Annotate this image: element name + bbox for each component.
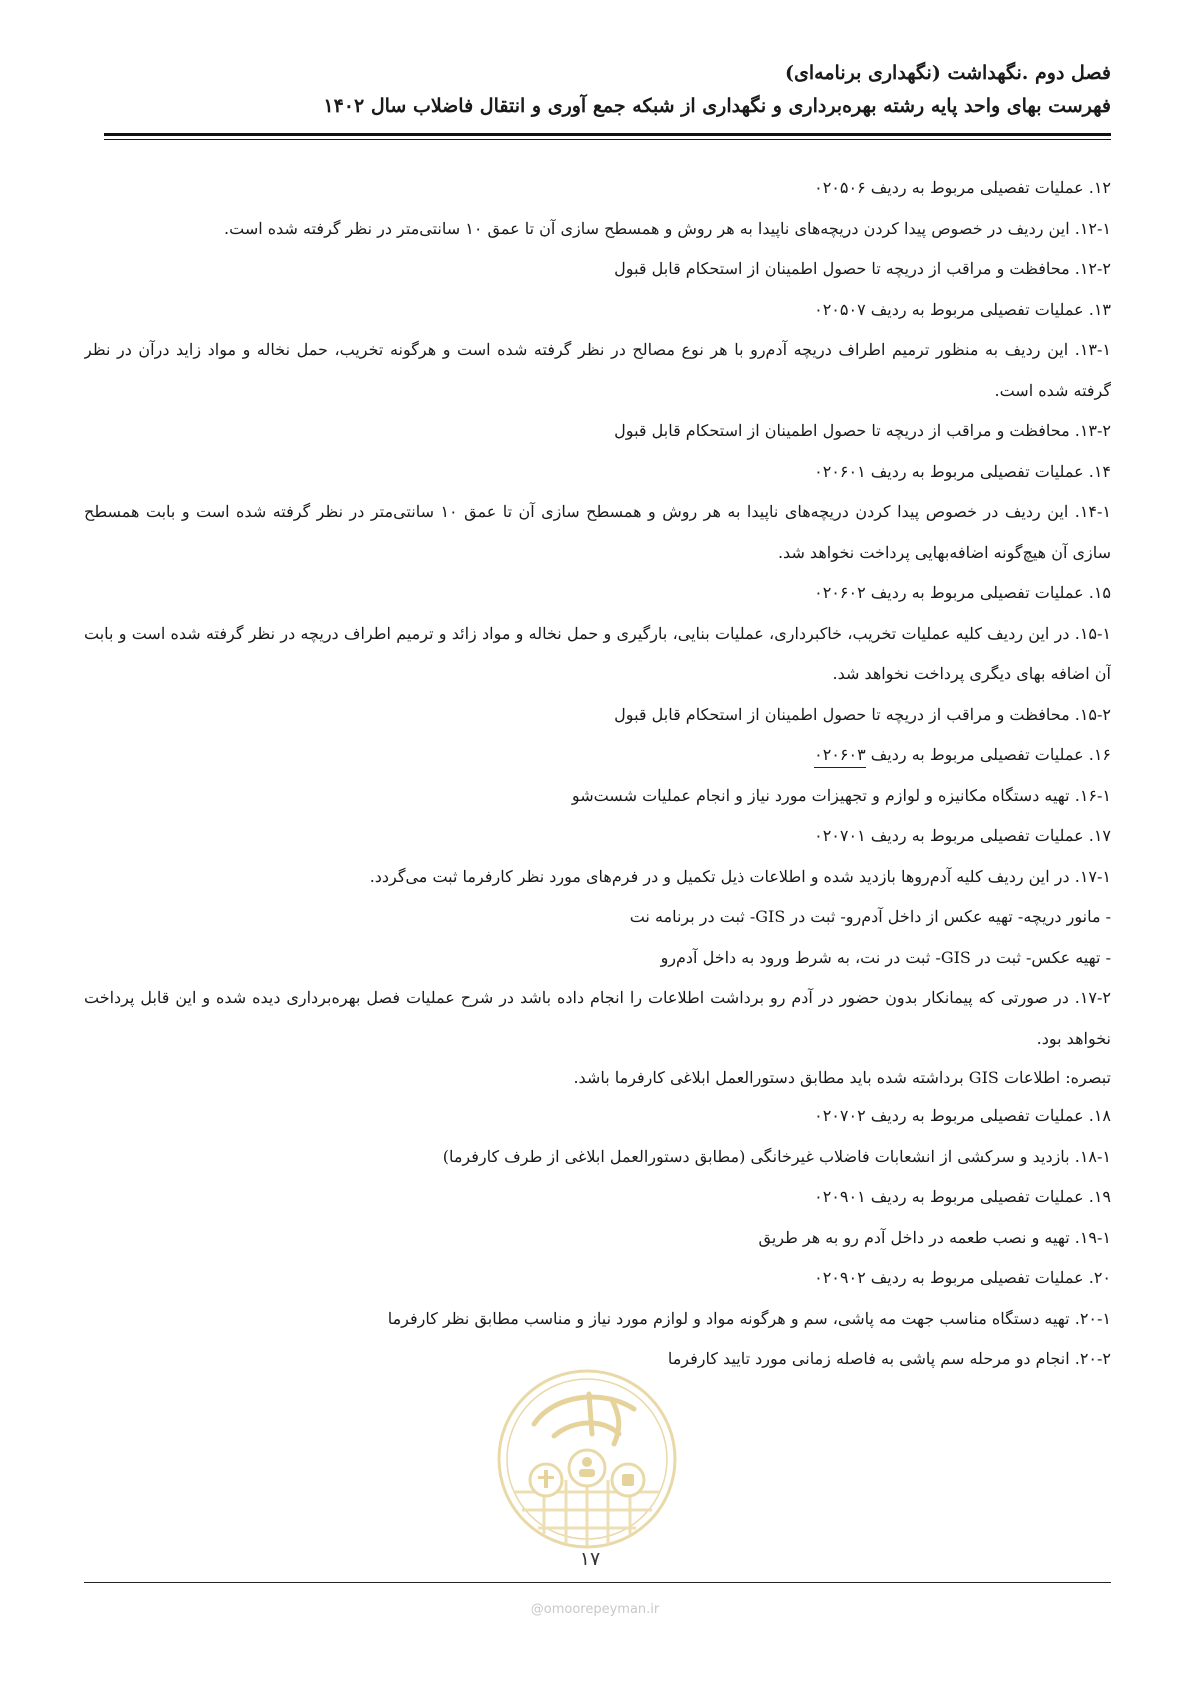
item-heading-label: ۱۶. عملیات تفصیلی مربوط به ردیف bbox=[865, 745, 1111, 764]
document-subtitle: فهرست بهای واحد پایه رشته بهره‌برداری و نگهداری از شبکه جمع آوری و انتقال فاضلاب سال ۱۴۰۲ bbox=[323, 95, 1111, 117]
page-header bbox=[100, 58, 1111, 122]
item-paragraph: ۱۷-۱. در این ردیف کلیه آدم‌روها بازدید شده و اطلاعات ذیل تکمیل و در فرم‌های مورد نظر کارفرما ثبت می‌گردد. bbox=[369, 866, 1111, 886]
item-paragraph: ۲۰-۲. انجام دو مرحله سم پاشی به فاصله زمانی مورد تایید کارفرما bbox=[667, 1349, 1111, 1368]
footer-rule bbox=[84, 1582, 1111, 1583]
item-heading: ۱۵. عملیات تفصیلی مربوط به ردیف ۰۲۰۶۰۲ bbox=[814, 583, 1111, 602]
underlined-row-code: ۰۲۰۶۰۳ bbox=[814, 745, 866, 768]
item-paragraph: ۱۲-۱. این ردیف در خصوص پیدا کردن دریچه‌های ناپیدا به هر روش و همسطح سازی آن تا عمق ۱۰ سانتی‌متر در نظر گرفته شده است. bbox=[224, 218, 1111, 238]
item-heading: ۱۲. عملیات تفصیلی مربوط به ردیف ۰۲۰۵۰۶ bbox=[814, 178, 1111, 197]
footer-credit: @omoorepeyman.ir bbox=[530, 1602, 660, 1617]
item-heading: ۲۰. عملیات تفصیلی مربوط به ردیف ۰۲۰۹۰۲ bbox=[814, 1268, 1111, 1287]
item-heading: ۱۸. عملیات تفصیلی مربوط به ردیف ۰۲۰۷۰۲ bbox=[814, 1106, 1111, 1125]
item-paragraph: ۱۲-۲. محافظت و مراقب از دریچه تا حصول اطمینان از استحکام قابل قبول bbox=[614, 259, 1111, 278]
note-paragraph: تبصره: اطلاعات GIS برداشته شده باید مطابق دستورالعمل ابلاغی کارفرما باشد. bbox=[573, 1068, 1111, 1087]
bullet-item: - تهیه عکس- ثبت در GIS- ثبت در نت، به شرط ورود به داخل آدم‌رو bbox=[660, 947, 1111, 967]
item-paragraph: ۱۸-۱. بازدید و سرکشی از انشعابات فاضلاب غیرخانگی (مطابق دستورالعمل ابلاغی از طرف کارفرما) bbox=[442, 1146, 1111, 1166]
item-heading: ۱۴. عملیات تفصیلی مربوط به ردیف ۰۲۰۶۰۱ bbox=[814, 461, 1111, 481]
item-paragraph: ۱۶-۱. تهیه دستگاه مکانیزه و لوازم و تجهیزات مورد نیاز و انجام عملیات شست‌شو bbox=[571, 785, 1111, 805]
item-heading: ۱۳. عملیات تفصیلی مربوط به ردیف ۰۲۰۵۰۷ bbox=[814, 299, 1111, 319]
item-paragraph: ۱۴-۱. این ردیف در خصوص پیدا کردن دریچه‌های ناپیدا به هر روش و همسطح سازی آن تا عمق ۱۰ سانتی‌متر در نظر گرفته شده است و بابت همسطح سازی آن هیچ‌گونه اضافه‌بهایی پرداخت نخواهد شد. bbox=[84, 502, 1111, 562]
page-number: ۱۷ bbox=[579, 1548, 601, 1570]
item-heading: ۱۷. عملیات تفصیلی مربوط به ردیف ۰۲۰۷۰۱ bbox=[814, 826, 1111, 845]
watermark-seal-logo bbox=[494, 1364, 680, 1554]
header-rule-thin bbox=[104, 139, 1111, 140]
item-paragraph: ۱۳-۲. محافظت و مراقب از دریچه تا حصول اطمینان از استحکام قابل قبول bbox=[614, 421, 1111, 440]
item-paragraph: ۲۰-۱. تهیه دستگاه مناسب جهت مه پاشی، سم و هرگونه مواد و لوازم مورد نیاز و مناسب مطابق نظر کارفرما bbox=[387, 1308, 1111, 1328]
item-paragraph: ۱۵-۲. محافظت و مراقب از دریچه تا حصول اطمینان از استحکام قابل قبول bbox=[614, 704, 1111, 724]
document-body bbox=[84, 168, 1111, 1380]
item-paragraph: ۱۳-۱. این ردیف به منظور ترمیم اطراف دریچه آدم‌رو با هر نوع مصالح در نظر گرفته شده است و هرگونه تخریب، حمل نخاله و مواد زاید درآن در نظر گرفته شده است. bbox=[84, 340, 1111, 400]
header-rule-thick bbox=[104, 133, 1111, 136]
item-heading: ۱۹. عملیات تفصیلی مربوط به ردیف ۰۲۰۹۰۱ bbox=[814, 1187, 1111, 1206]
item-heading bbox=[84, 735, 1111, 776]
item-paragraph: ۱۷-۲. در صورتی که پیمانکار بدون حضور در آدم رو برداشت اطلاعات را انجام داده باشد در شرح عملیات فصل بهره‌برداری دیده شده و این قابل پرداخت نخواهد بود. bbox=[84, 988, 1111, 1048]
bullet-item: - مانور دریچه- تهیه عکس از داخل آدم‌رو- ثبت در GIS- ثبت در برنامه نت bbox=[629, 907, 1111, 926]
chapter-title: فصل دوم .نگهداشت (نگهداری برنامه‌ای) bbox=[785, 62, 1111, 84]
item-paragraph: ۱۵-۱. در این ردیف کلیه عملیات تخریب، خاکبرداری، عملیات بنایی، بارگیری و حمل نخاله و مواد زائد و ترمیم اطراف دریچه در نظر گرفته شده است و بابت آن اضافه بهای دیگری پرداخت نخواهد شد. bbox=[84, 623, 1111, 683]
item-paragraph: ۱۹-۱. تهیه و نصب طعمه در داخل آدم رو به هر طریق bbox=[758, 1227, 1111, 1247]
